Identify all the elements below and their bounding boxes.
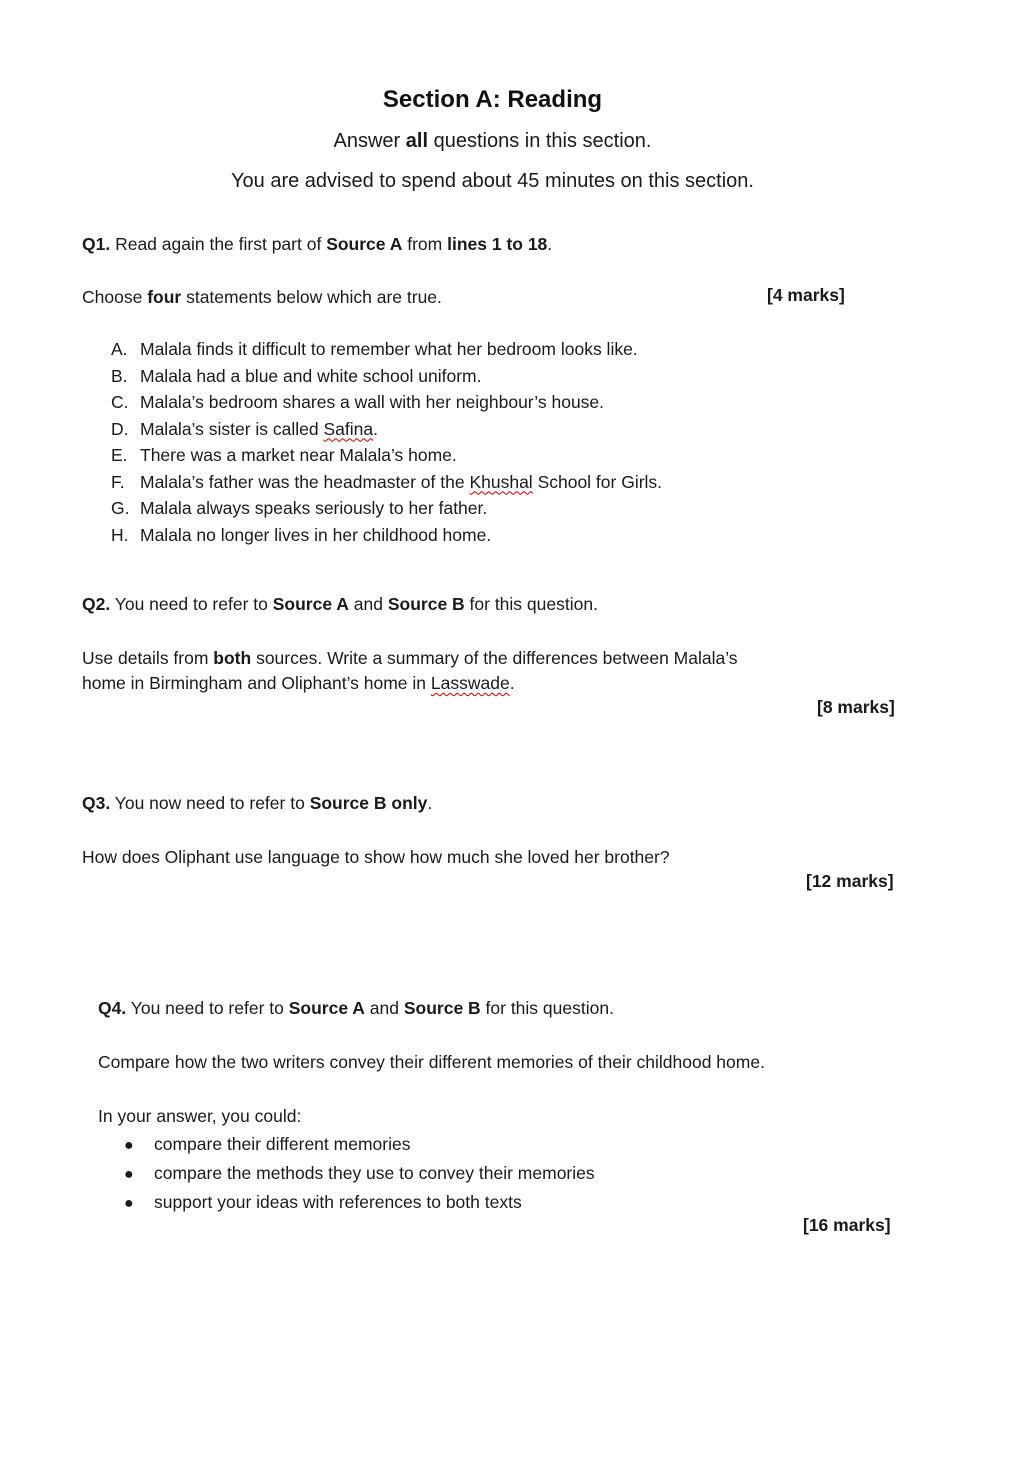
list-item: ● support your ideas with references to both texts [124, 1190, 595, 1219]
list-item: A. Malala finds it difficult to remember what her bedroom looks like. [111, 339, 638, 359]
q2-instruction-line-2: home in Birmingham and Oliphant’s home in Lasswade. [82, 673, 515, 693]
list-item: D. Malala’s sister is called Safina. [111, 418, 378, 439]
list-item: ● compare the methods they use to convey their memories [124, 1161, 595, 1190]
q3-label: Q3. [82, 793, 111, 813]
list-item: F. Malala’s father was the headmaster of the Khushal School for Girls. [111, 471, 663, 492]
list-item: ● compare their different memories [124, 1132, 595, 1161]
bullet-icon: ● [124, 1137, 134, 1154]
q4-prompt: Q4. You need to refer to Source A and Source B for this question. [98, 998, 614, 1018]
q3-prompt: Q3. You now need to refer to Source B only. [82, 793, 433, 813]
q3-marks: [12 marks] [806, 871, 894, 891]
q2-marks: [8 marks] [817, 697, 895, 717]
bullet-icon: ● [124, 1166, 134, 1183]
list-item: E. There was a market near Malala’s home. [111, 445, 457, 465]
time-advice: You are advised to spend about 45 minutes on this section. [231, 170, 754, 192]
q4-marks: [16 marks] [803, 1215, 891, 1235]
q3-question: How does Oliphant use language to show how much she loved her brother? [82, 847, 670, 867]
q2-instruction-line-1: Use details from both sources. Write a summary of the differences between Malala’s [82, 648, 738, 668]
q4-answer-intro: In your answer, you could: [98, 1106, 302, 1126]
section-instruction: Answer all questions in this section. [333, 130, 652, 152]
spellcheck-word: Safina [323, 418, 374, 439]
spellcheck-word: Khushal [469, 471, 533, 492]
list-item: B. Malala had a blue and white school uniform. [111, 365, 482, 386]
q4-label: Q4. [98, 998, 127, 1018]
q1-statement-list [111, 337, 662, 549]
bullet-icon: ● [124, 1195, 134, 1212]
list-item: H. Malala no longer lives in her childhood home. [111, 524, 492, 545]
q1-label: Q1. [82, 234, 111, 254]
q1-marks: [4 marks] [767, 285, 845, 305]
list-item: G. Malala always speaks seriously to her father. [111, 498, 488, 518]
q4-bullet-list [124, 1132, 595, 1219]
section-title: Section A: Reading [382, 86, 603, 113]
q2-prompt: Q2. You need to refer to Source A and Source B for this question. [82, 594, 598, 614]
q4-compare-instruction: Compare how the two writers convey their different memories of their childhood home. [98, 1052, 765, 1072]
list-item: C. Malala’s bedroom shares a wall with her neighbour’s house. [111, 392, 605, 412]
q1-prompt: Q1. Read again the first part of Source A from lines 1 to 18. [82, 234, 553, 254]
spellcheck-word: Lasswade [430, 673, 510, 693]
q1-choose-instruction: Choose four statements below which are true. [82, 287, 442, 307]
q2-label: Q2. [82, 594, 111, 614]
